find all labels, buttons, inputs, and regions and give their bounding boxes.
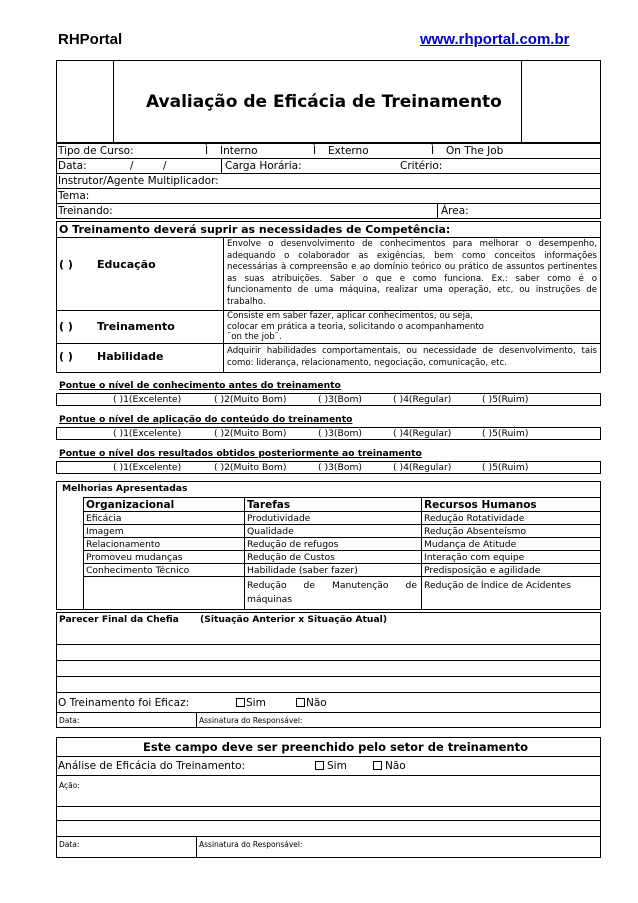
- parecer-data-label: Data:: [59, 716, 80, 725]
- melhoria-item: Redução de Manutenção de máquinas: [247, 580, 417, 605]
- header-tarefas: Tarefas: [247, 499, 291, 511]
- tipo-curso-label: Tipo de Curso:: [58, 145, 134, 157]
- melhoria-item: Interação com equipe: [424, 552, 525, 563]
- scale-option-5[interactable]: ( )5(Ruim): [482, 394, 529, 405]
- habilidade-description: Adquirir habilidades comportamentais, ou necessidade de desenvolvimento, tais como: liderança, relacionamento, negociação, comunicação, etc.: [227, 346, 597, 368]
- scale-option-5[interactable]: ( )5(Ruim): [482, 462, 529, 473]
- paren-treinamento[interactable]: ( ): [59, 320, 73, 333]
- treinando-label: Treinando:: [58, 205, 113, 217]
- question-resultados: Pontue o nível dos resultados obtidos posteriormente ao treinamento: [59, 448, 422, 459]
- melhoria-item: Redução de Custos: [247, 552, 335, 563]
- melhoria-item: Conhecimento Técnico: [86, 565, 190, 576]
- scale-option-2[interactable]: ( )2(Muito Bom): [214, 428, 287, 439]
- parecer-assinatura-label: Assinatura do Responsável:: [199, 716, 303, 725]
- parecer-table: [56, 612, 601, 728]
- scale-option-3[interactable]: ( )3(Bom): [318, 394, 362, 405]
- tema-label: Tema:: [58, 190, 90, 202]
- bullet-icon[interactable]: Ì: [431, 145, 435, 157]
- competencia-heading: O Treinamento deverá suprir as necessidades de Competência:: [59, 223, 451, 236]
- scale-option-4[interactable]: ( )4(Regular): [393, 394, 452, 405]
- competencia-treinamento: Treinamento: [97, 320, 175, 333]
- scale-option-1[interactable]: ( )1(Excelente): [113, 394, 182, 405]
- setor-data-label: Data:: [59, 840, 80, 849]
- scale-option-1[interactable]: ( )1(Excelente): [113, 462, 182, 473]
- treinamento-description-line: Consiste em saber fazer, aplicar conhecimentos, ou seja,: [227, 311, 473, 321]
- scale-option-2[interactable]: ( )2(Muito Bom): [214, 462, 287, 473]
- sim-checkbox[interactable]: [315, 761, 324, 770]
- question-conhecimento: Pontue o nível de conhecimento antes do treinamento: [59, 380, 341, 391]
- melhoria-item: Redução de refugos: [247, 539, 339, 550]
- scale-option-3[interactable]: ( )3(Bom): [318, 428, 362, 439]
- area-label: Área:: [441, 205, 469, 217]
- treinamento-description-line: ¨on the job¨.: [227, 332, 282, 342]
- question-aplicacao: Pontue o nível de aplicação do conteúdo do treinamento: [59, 414, 353, 425]
- melhoria-item: Redução Rotatividade: [424, 513, 525, 524]
- sim-label: Sim: [327, 760, 347, 772]
- option-on-the-job: On The Job: [446, 145, 504, 157]
- acao-label: Ação:: [59, 781, 80, 790]
- melhoria-item: Qualidade: [247, 526, 294, 537]
- nao-checkbox[interactable]: [373, 761, 382, 770]
- nao-label: Não: [306, 697, 327, 709]
- parecer-title: Parecer Final da Chefia: [59, 614, 179, 625]
- date-separator: /: [163, 160, 167, 172]
- melhoria-item: Predisposição e agilidade: [424, 565, 541, 576]
- melhoria-item: Eficácia: [86, 513, 122, 524]
- scale-option-1[interactable]: ( )1(Excelente): [113, 428, 182, 439]
- paren-habilidade[interactable]: ( ): [59, 350, 73, 363]
- scale-option-3[interactable]: ( )3(Bom): [318, 462, 362, 473]
- site-link[interactable]: www.rhportal.com.br: [420, 31, 570, 48]
- analise-label: Análise de Eficácia do Treinamento:: [58, 760, 246, 772]
- melhoria-item: Produtividade: [247, 513, 311, 524]
- competencia-habilidade: Habilidade: [97, 350, 164, 363]
- option-externo: Externo: [328, 145, 369, 157]
- instrutor-label: Instrutor/Agente Multiplicador:: [58, 175, 219, 187]
- treinamento-description-line: colocar em prática a teoria, solicitando o acompanhamento: [227, 322, 484, 332]
- eficaz-label: O Treinamento foi Eficaz:: [58, 697, 190, 709]
- nao-label: Não: [385, 760, 406, 772]
- melhoria-item: Imagem: [86, 526, 124, 537]
- paren-educacao[interactable]: ( ): [59, 258, 73, 271]
- competencia-educacao: Educação: [97, 258, 156, 271]
- melhorias-title: Melhorias Apresentadas: [62, 483, 188, 494]
- option-interno: Interno: [220, 145, 258, 157]
- melhoria-item: Habilidade (saber fazer): [247, 565, 358, 576]
- melhoria-item: Mudança de Atitude: [424, 539, 517, 550]
- melhoria-item: Redução Absenteísmo: [424, 526, 527, 537]
- scale-option-5[interactable]: ( )5(Ruim): [482, 428, 529, 439]
- scale-option-2[interactable]: ( )2(Muito Bom): [214, 394, 287, 405]
- setor-assinatura-label: Assinatura do Responsável:: [199, 840, 303, 849]
- parecer-subtitle: (Situação Anterior x Situação Atual): [200, 614, 388, 625]
- brand-name: RHPortal: [58, 31, 123, 48]
- scale-option-4[interactable]: ( )4(Regular): [393, 428, 452, 439]
- melhoria-item: Promoveu mudanças: [86, 552, 183, 563]
- nao-checkbox[interactable]: [296, 698, 305, 707]
- carga-horaria-label: Carga Horária:: [225, 160, 302, 172]
- header-recursos-humanos: Recursos Humanos: [424, 499, 537, 511]
- melhoria-item: Redução de Índice de Acidentes: [424, 580, 571, 591]
- header-organizacional: Organizacional: [86, 499, 175, 511]
- scale-option-4[interactable]: ( )4(Regular): [393, 462, 452, 473]
- sim-label: Sim: [246, 697, 266, 709]
- educacao-description: Envolve o desenvolvimento de conhecimentos para melhorar o desempenho, adequando o colaborador as exigências, bem como conceitos informações necessárias à compreensão e ao domínio teórico ou prático de assuntos pertinentes as suas atribuições. Saber o que e como funciona. Ex.: saber como é o funcionamento de uma máquina, realizar uma operação, etc, ou instruções de trabalho.: [227, 239, 597, 307]
- data-label: Data:: [58, 160, 87, 172]
- date-separator: /: [130, 160, 134, 172]
- setor-title: Este campo deve ser preenchido pelo setor de treinamento: [143, 740, 528, 754]
- bullet-icon[interactable]: Ì: [205, 145, 209, 157]
- sim-checkbox[interactable]: [236, 698, 245, 707]
- criterio-label: Critério:: [400, 160, 443, 172]
- bullet-icon[interactable]: Ì: [313, 145, 317, 157]
- melhoria-item: Relacionamento: [86, 539, 161, 550]
- page-title: Avaliação de Eficácia de Treinamento: [146, 92, 502, 112]
